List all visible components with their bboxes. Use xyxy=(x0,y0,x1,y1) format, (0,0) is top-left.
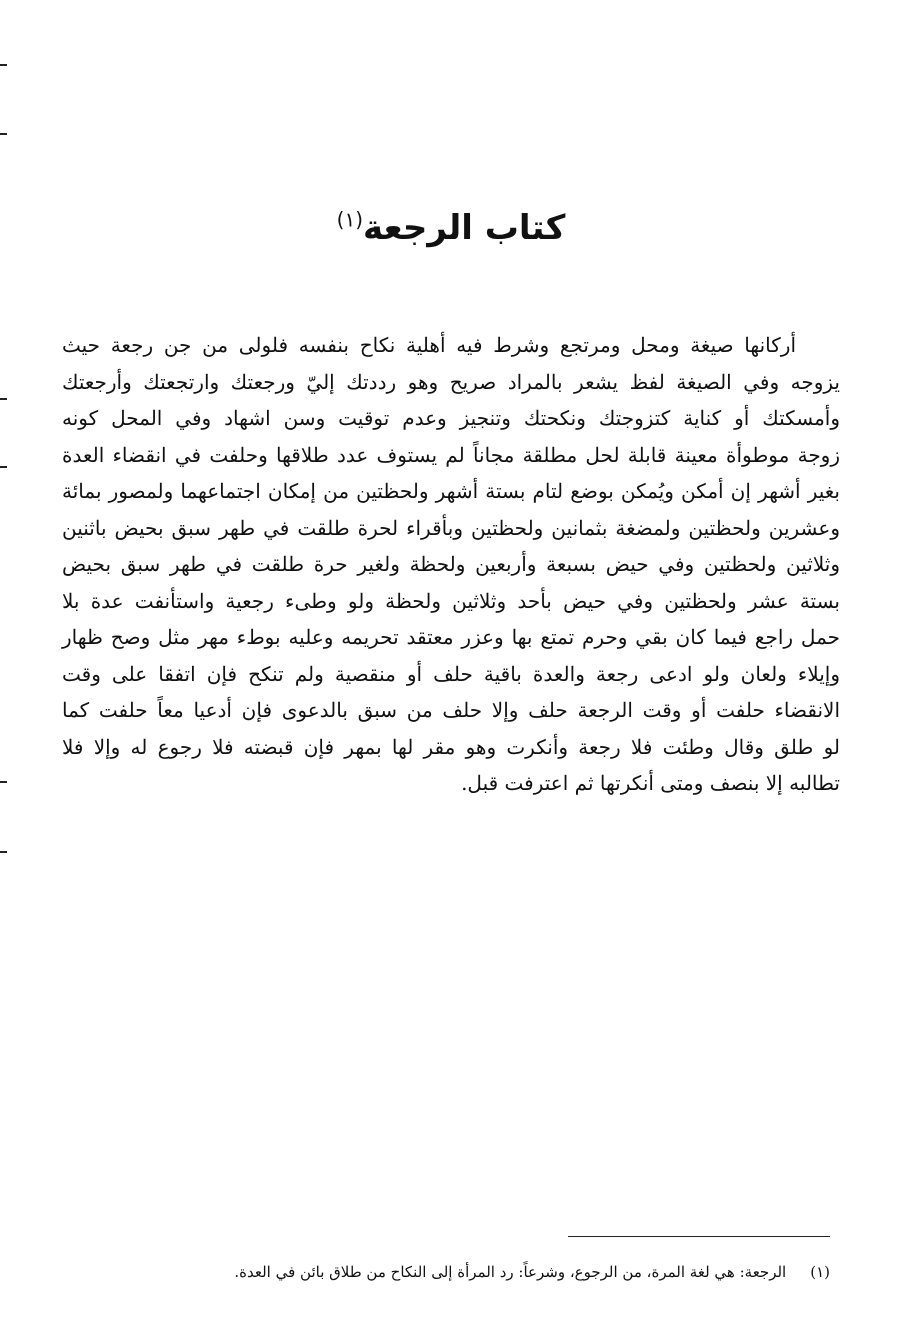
footnote-number: (١) xyxy=(810,1263,830,1281)
body-line: أركانها صيغة ومحل ومرتجع وشرط فيه أهلية نكاح بنفسه فلولى من جن رجعة حيث xyxy=(62,333,797,357)
body-line: حمل راجع فيما كان بقي وحرم تمتع بها وعزر معتقد تحريمه وعليه بوطء مهر مثل وصح ظهار xyxy=(62,625,840,649)
body-paragraph xyxy=(62,327,840,802)
body-line: وإيلاء ولعان ولو ادعى رجعة والعدة باقية حلف أو منقصية ولم تنكح فإن اتفقا على وقت xyxy=(62,661,840,686)
footnote-text: الرجعة: هي لغة المرة، من الرجوع، وشرعاً: رد المرأة إلى النكاح من طلاق بائن في العدة. xyxy=(234,1263,787,1281)
margin-tick xyxy=(0,133,7,135)
margin-tick xyxy=(0,466,7,468)
book-page xyxy=(62,0,840,1336)
chapter-title-text: كتاب الرجعة xyxy=(363,208,566,248)
body-line: لو طلق وقال وطئت فلا رجعة وأنكرت وهو مقر لها بمهر فإن قبضته فلا رجوع له وإلا فلا xyxy=(62,734,840,759)
chapter-title xyxy=(62,198,840,258)
body-line: وثلاثين ولحظتين وفي حيض بسبعة وأربعين ولحظة ولغير حرة طلقت في طهر سبق بحيض xyxy=(62,552,840,576)
margin-tick xyxy=(0,851,7,853)
margin-tick xyxy=(0,781,7,783)
body-line: يزوجه وفي الصيغة لفظ يشعر بالمراد صريح وهو رددتك إليّ ورجعتك وارتجعتك وأرجعتك xyxy=(62,369,840,394)
body-line: وعشرين ولحظتين ولمضغة بثمانين ولحظتين وبأقراء لحرة طلقت في طهر سبق بحيض باثنين xyxy=(62,515,840,540)
body-line: زوجة موطوأة معينة قابلة لحل مطلقة مجاناً لم يستوف عدد طلاقها وحلفت في انقضاء العدة xyxy=(62,442,840,467)
body-line: بغير أشهر إن أمكن ويُمكن بوضع لتام بستة أشهر ولحظتين من إمكان اجتماعهما ولمصور بمائة xyxy=(62,479,840,503)
footnote-divider xyxy=(568,1236,830,1237)
footnote xyxy=(62,1260,830,1284)
body-line: وأمسكتك أو كناية كتزوجتك ونكحتك وتنجيز وعدم توقيت وسن اشهاد وفي المحل كونه xyxy=(62,406,840,430)
title-footnote-ref: (١) xyxy=(336,207,364,232)
margin-tick xyxy=(0,398,7,400)
body-line: بستة عشر ولحظتين وفي حيض بأحد وثلاثين ولحظة ولو وطىء رجعية واستأنفت عدة بلا xyxy=(62,588,840,613)
margin-tick xyxy=(0,64,7,66)
body-line-last: تطالبه إلا بنصف ومتى أنكرتها ثم اعترفت قبل. xyxy=(461,771,840,795)
body-line: الانقضاء حلفت أو وقت الرجعة حلف وإلا حلف من سبق بالدعوى فإن أدعيا معاً حلفت كما xyxy=(62,698,840,722)
